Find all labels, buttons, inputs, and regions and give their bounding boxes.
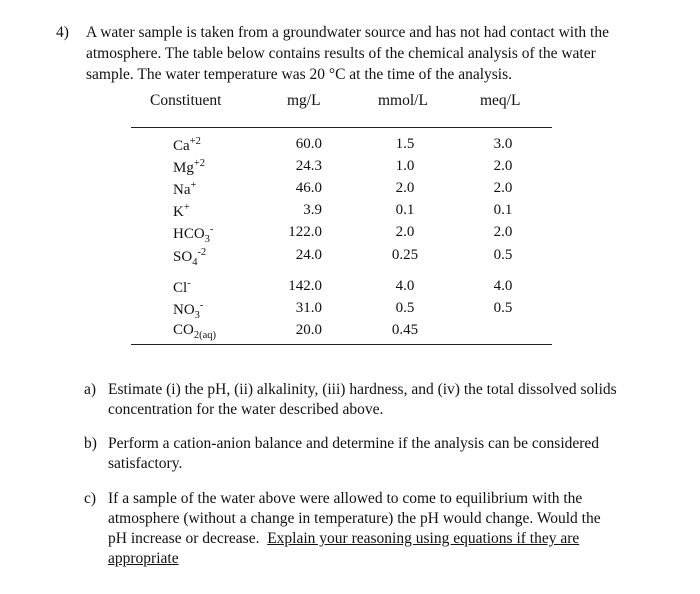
constituent-symbol: NO [173,302,195,318]
mg-cell: 3.9 [303,202,322,218]
constituent-symbol: K [173,204,184,220]
constituent-symbol: SO [173,249,193,265]
mmol-cell: 0.1 [395,202,415,218]
mmol-cell: 0.25 [391,247,419,263]
underlined-instruction: Explain your reasoning using equations if they are [267,530,580,547]
meq-cell: 2.0 [493,158,513,174]
mg-cell: 24.0 [295,247,322,263]
mg-cell: 24.3 [295,158,322,174]
constituent-subscript: 3 [194,310,200,321]
constituent-cell [173,136,201,155]
constituent-symbol: Na [173,182,191,198]
question-line: A water sample is taken from a groundwater source and has not had contact with the [86,24,609,41]
part-text: pH increase or decrease. [108,530,268,547]
mmol-cell: 0.5 [395,300,415,316]
table-row [0,136,700,158]
meq-cell: 2.0 [493,180,513,196]
constituent-charge: + [190,180,197,191]
header-constituent: Constituent [150,92,222,109]
constituent-symbol: Cl [173,280,188,296]
meq-cell: 0.1 [493,202,513,218]
question-line: atmosphere. The table below contains results of the chemical analysis of the water [86,45,596,62]
constituent-symbol: CO [173,322,194,338]
mmol-cell: 4.0 [395,278,415,294]
part-label: a) [84,381,97,398]
constituent-charge: -2 [197,247,207,258]
table-row [0,202,700,224]
part-a [84,380,664,420]
constituent-subscript: 2(aq) [193,330,216,341]
table-row [0,300,700,322]
constituent-subscript: 4 [192,257,198,268]
table-bottom-rule [131,344,552,345]
constituent-cell [173,322,216,341]
constituent-charge: - [209,224,214,235]
table-row [0,322,700,344]
mg-cell: 142.0 [288,278,322,294]
table-top-rule [131,127,552,128]
constituent-cell [173,247,206,268]
meq-cell: 4.0 [493,278,513,294]
table-row [0,158,700,180]
mmol-cell: 1.0 [395,158,415,174]
mmol-cell: 0.45 [391,322,419,338]
question-number: 4) [56,24,69,41]
constituent-symbol: HCO [173,226,205,242]
part-line [108,549,664,569]
part-line: atmosphere (without a change in temperature) the pH would change. Would the [108,510,601,527]
mg-cell: 122.0 [288,224,322,240]
constituent-cell [173,300,203,321]
part-line: If a sample of the water above were allowed to come to equilibrium with the [108,490,583,507]
part-label: b) [84,435,97,452]
table-row [0,247,700,269]
meq-cell: 0.5 [493,300,513,316]
constituent-cell [173,180,196,199]
constituent-cell [173,224,213,245]
constituent-charge: - [199,300,204,311]
part-c [84,489,664,569]
question-line: sample. The water temperature was 20 °C at the time of the analysis. [86,66,513,83]
constituent-symbol: Mg [173,160,194,176]
header-meq: meq/L [480,92,521,109]
table-row [0,278,700,300]
constituent-subscript: 3 [204,234,210,245]
part-line [108,529,664,549]
constituent-charge: + [183,202,190,213]
part-line: concentration for the water described above. [108,401,384,418]
table-row [0,224,700,246]
constituent-charge: +2 [193,158,206,169]
table-row [0,180,700,202]
part-label: c) [84,490,97,507]
meq-cell: 3.0 [493,136,513,152]
constituent-cell [173,278,191,297]
part-line: Perform a cation-anion balance and determine if the analysis can be considered [108,435,600,452]
question-text [86,22,656,85]
header-mg: mg/L [287,92,321,109]
meq-cell: 0.5 [493,247,513,263]
mmol-cell: 1.5 [395,136,415,152]
mg-cell: 31.0 [295,300,322,316]
mg-cell: 60.0 [295,136,322,152]
part-line: satisfactory. [108,455,183,472]
underlined-instruction-end: appropriate [108,550,179,567]
mmol-cell: 2.0 [395,180,415,196]
part-line: Estimate (i) the pH, (ii) alkalinity, (iii) hardness, and (iv) the total dissolved solids [108,381,617,398]
mmol-cell: 2.0 [395,224,415,240]
meq-cell: 2.0 [493,224,513,240]
constituent-charge: - [187,278,191,289]
question-stem [56,22,656,85]
header-mmol: mmol/L [378,92,428,109]
mg-cell: 46.0 [295,180,322,196]
part-b [84,434,664,474]
constituent-symbol: Ca [173,138,190,154]
constituent-cell [173,158,205,177]
constituent-cell [173,202,190,221]
mg-cell: 20.0 [295,322,322,338]
constituent-charge: +2 [189,136,201,147]
